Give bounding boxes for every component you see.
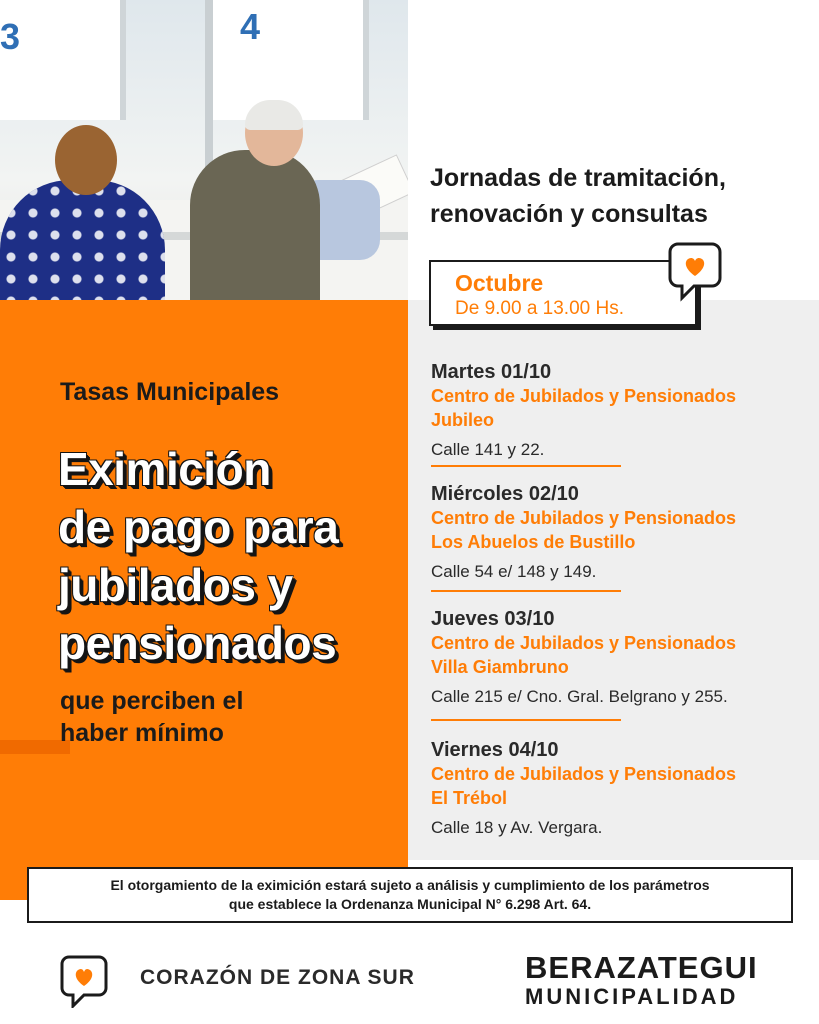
page-title [430, 160, 726, 232]
headline-line: jubilados y [58, 559, 293, 611]
schedule-entry [431, 482, 736, 584]
subheadline [60, 685, 243, 749]
entry-day: Viernes 04/10 [431, 739, 559, 761]
entry-day: Miércoles 02/10 [431, 483, 579, 505]
headline [58, 440, 338, 672]
headline-line: pensionados [58, 617, 337, 669]
notice-line: El otorgamiento de la eximición estará sujeto a análisis y cumplimiento de los parámetros [110, 877, 710, 893]
schedule-entry [431, 360, 736, 462]
entry-address: Calle 215 e/ Cno. Gral. Belgrano y 255. [431, 687, 728, 706]
title-line: renovación y consultas [430, 200, 708, 228]
slogan: CORAZÓN DE ZONA SUR [140, 966, 415, 989]
window-number: 4 [240, 6, 261, 47]
legal-notice [27, 867, 793, 923]
separator [431, 465, 621, 467]
dress-pattern [0, 180, 165, 300]
hero-photo [0, 0, 408, 300]
brand-logo-line2: MUNICIPALIDAD [525, 984, 739, 1009]
section-label: Tasas Municipales [60, 378, 280, 406]
separator [431, 719, 621, 721]
man-figure [190, 150, 320, 300]
title-line: Jornadas de tramitación, [430, 164, 726, 192]
headline-line: Eximición [58, 443, 271, 495]
heart-speech-bubble-icon [60, 954, 108, 1008]
entry-center: Centro de Jubilados y Pensionados [431, 764, 737, 784]
woman-figure [0, 180, 165, 300]
heart-speech-bubble-icon [668, 240, 722, 302]
entry-center: Centro de Jubilados y Pensionados [431, 633, 737, 653]
entry-center-name: Villa Giambruno [431, 657, 569, 677]
window-number: 3 [0, 16, 21, 57]
schedule-entry [431, 738, 736, 840]
window-panel [213, 0, 369, 120]
month-label: Octubre [455, 270, 544, 296]
entry-center-name: Jubileo [431, 410, 495, 430]
separator [431, 590, 621, 592]
woman-head [55, 125, 117, 195]
subheadline-line: que perciben el [60, 687, 244, 715]
entry-address: Calle 141 y 22. [431, 440, 545, 459]
hours-label: De 9.00 a 13.00 Hs. [455, 298, 624, 319]
schedule-entry [431, 607, 736, 709]
entry-day: Martes 01/10 [431, 361, 552, 383]
date-box [429, 260, 697, 326]
subheadline-line: haber mínimo [60, 719, 224, 747]
entry-center-name: El Trébol [431, 788, 508, 808]
entry-center: Centro de Jubilados y Pensionados [431, 386, 737, 406]
notice-line: que establece la Ordenanza Municipal N° 6.298 Art. 64. [228, 896, 592, 912]
entry-day: Jueves 03/10 [431, 608, 555, 630]
entry-address: Calle 54 e/ 148 y 149. [431, 562, 597, 581]
entry-center-name: Los Abuelos de Bustillo [431, 532, 636, 552]
entry-address: Calle 18 y Av. Vergara. [431, 818, 603, 837]
brand-logo-line1: BERAZATEGUI [525, 950, 758, 985]
entry-center: Centro de Jubilados y Pensionados [431, 508, 737, 528]
headline-line: de pago para [58, 501, 339, 553]
